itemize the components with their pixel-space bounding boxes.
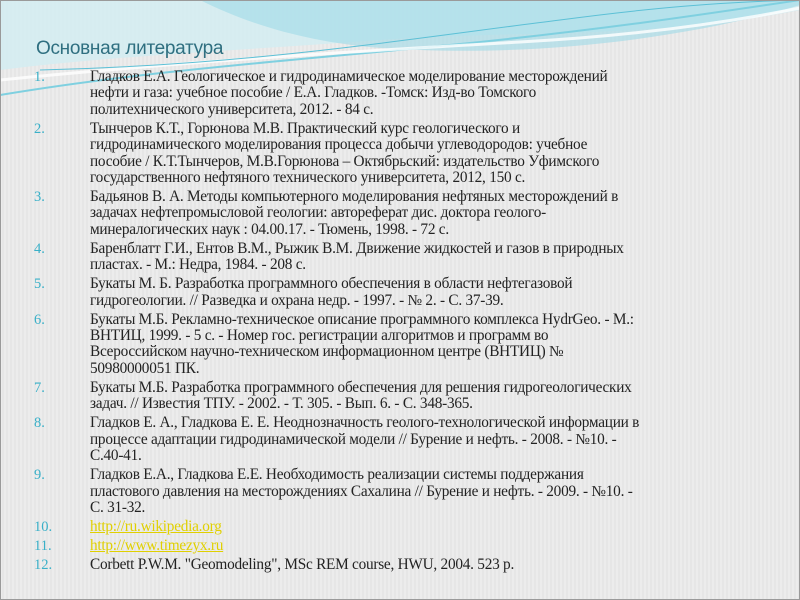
- item-number: 1.: [34, 69, 45, 85]
- item-number: 12.: [34, 556, 53, 573]
- reference-text-line: Гладков Е.А. Геологическое и гидродинамическое моделирование месторождений: [90, 68, 608, 85]
- reference-text-line: С. 31-32.: [90, 498, 146, 516]
- reference-text-line: Букаты М.Б. Разработка программного обеспечения для решения гидрогеологических: [90, 378, 632, 396]
- reference-link[interactable]: http://ru.wikipedia.org: [90, 517, 222, 535]
- reference-text-line: нефти и газа: учебное пособие / Е.А. Гладков. -Томск: Изд-во Томского: [90, 84, 537, 102]
- reference-text-line: политехнического университета, 2012. - 84 с.: [90, 100, 374, 118]
- reference-item: [0, 467, 800, 516]
- reference-text-line: пластах. - М.: Недра, 1984. - 208 с.: [90, 256, 306, 274]
- slide-title: Основная литература: [36, 38, 224, 59]
- reference-item: [0, 121, 800, 187]
- item-number: 2.: [34, 120, 45, 137]
- reference-text-line: пособие / К.Т.Тынчеров, М.В.Горюнова – Октябрьский: издательство Уфимского: [90, 152, 600, 170]
- item-number: 6.: [34, 311, 45, 328]
- reference-text-line: Тынчеров К.Т., Горюнова М.В. Практический курс геологического и: [90, 119, 520, 137]
- reference-item: [0, 415, 800, 464]
- reference-text-line: гидродинамического моделирования процесса добычи углеводородов: учебное: [90, 136, 588, 154]
- item-number: 3.: [34, 189, 45, 206]
- reference-item: [0, 519, 800, 535]
- item-number: 7.: [34, 379, 45, 396]
- reference-text-line: Бадьянов В. А. Методы компьютерного моделирования нефтяных месторождений в: [90, 188, 619, 206]
- reference-item: [0, 241, 800, 274]
- item-number: 11.: [34, 537, 52, 554]
- reference-text-line: минералогических наук : 04.00.17. - Тюмень, 1998. - 72 с.: [90, 220, 449, 238]
- reference-text-line: гидрогеологии. // Разведка и охрана недр. - 1997. - № 2. - С. 37-39.: [90, 291, 504, 309]
- reference-item: [0, 276, 800, 309]
- reference-text-line: Corbett P.W.M. "Geomodeling", MSc REM course, HWU, 2004. 523 p.: [90, 555, 515, 573]
- reference-text-line: задач. // Известия ТПУ. - 2002. - Т. 305. - Вып. 6. - С. 348-365.: [90, 395, 473, 413]
- item-number: 8.: [34, 415, 45, 432]
- reference-text-line: Гладков Е. А., Гладкова Е. Е. Неоднозначность геолого-технологической информации в: [90, 414, 640, 432]
- reference-text-line: Всероссийском научно-техническом информационном центре (ВНТИЦ) №: [90, 343, 564, 361]
- item-number: 10.: [34, 518, 53, 535]
- reference-item: [0, 69, 800, 118]
- reference-text-line: Букаты М. Б. Разработка программного обеспечения в области нефтегазовой: [90, 275, 573, 293]
- reference-text-line: государственного нефтяного технического университета, 2012, 150 с.: [90, 169, 526, 187]
- reference-item: [0, 380, 800, 413]
- item-number: 9.: [34, 467, 45, 484]
- reference-item: [0, 538, 800, 554]
- reference-text-line: Букаты М.Б. Рекламно-техническое описание программного комплекса HydrGeo. - М.:: [90, 310, 634, 328]
- references-list: [0, 69, 800, 576]
- reference-text-line: задачах нефтепромысловой геологии: автореферат дис. доктора геолого-: [90, 204, 546, 222]
- reference-text-line: ВНТИЦ, 1999. - 5 с. - Номер гос. регистрации алгоритмов и программ во: [90, 327, 549, 345]
- reference-item: [0, 312, 800, 378]
- reference-text-line: 50980000051 ПК.: [90, 359, 200, 377]
- reference-text-line: пластового давления на месторождениях Сахалина // Бурение и нефть. - 2009. - №10. -: [90, 482, 633, 500]
- reference-item: [0, 557, 800, 573]
- reference-text-line: С.40-41.: [90, 447, 142, 465]
- item-number: 5.: [34, 276, 45, 293]
- reference-text-line: Баренблатт Г.И., Ентов В.М., Рыжик В.М. Движение жидкостей и газов в природных: [90, 239, 624, 257]
- reference-item: [0, 189, 800, 238]
- reference-text-line: Гладков Е.А., Гладкова Е.Е. Необходимость реализации системы поддержания: [90, 466, 584, 484]
- reference-link[interactable]: http://www.timezyx.ru: [90, 536, 224, 554]
- reference-text-line: процессе адаптации гидродинамической модели // Бурение и нефть. - 2008. - №10. -: [90, 430, 617, 448]
- item-number: 4.: [34, 240, 45, 257]
